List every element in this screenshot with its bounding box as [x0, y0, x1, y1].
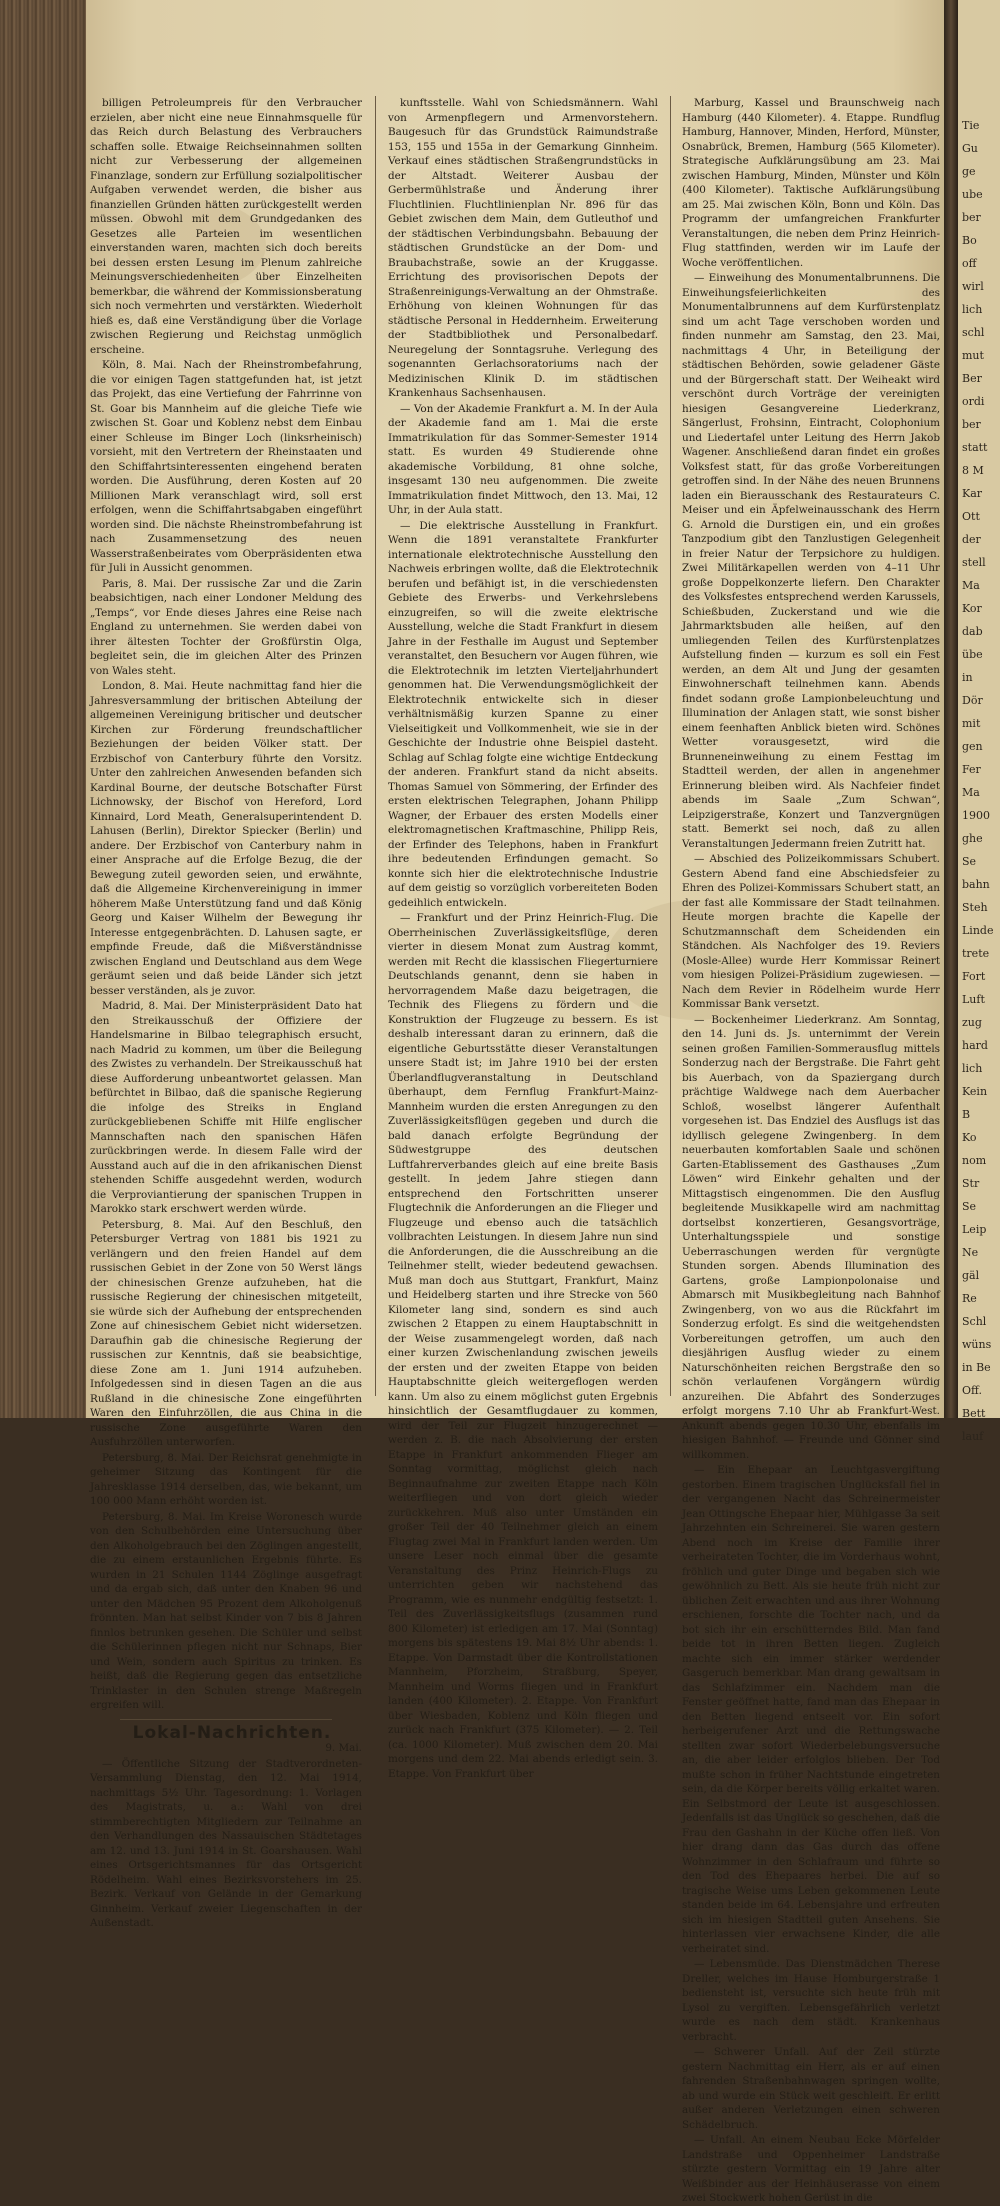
next-page-fragment: in Be	[962, 1361, 991, 1374]
next-page-fragment: Str	[962, 1177, 980, 1190]
article-paragraph: — Ein Ehepaar an Leuchtgasvergiftung gestorben. Einem tragischen Unglücksfall fiel in der vergangenen Nacht das Schreinermeister Jean Ottingsche Ehepaar hier, Mühlgasse 3a seit Jahrzehnten ein Schreinerei. Sie waren gestern Abend noch im Kreise der Familie ihrer verheirateten Tochter, die im Vorderhaus wohnt, fröhlich und guter Dinge und begaben sich wie gewöhnlich zu Bett. Als sie heute früh nicht zur üblichen Zeit erwachten und aus ihrer Wohnung erschienen, forschte die Tochter nach, und da bot sich ihr ein erschütterndes Bild. Man fand beide tot in ihren Betten liegen. Zugleich machte sich ein immer stärker werdender Gasgeruch bemerkbar. Man drang gewaltsam in das Schlafzimmer ein. Nachdem man die Fenster geöffnet hatte, fand man das Ehepaar in den Betten liegend entseelt vor. Ein sofort herbeigerufener Arzt und die Rettungswache stellten zwar sofort Wiederbelebungsversuche an, die aber leider erfolglos blieben. Der Tod mußte schon in früher Nachtstunde eingetreten sein, da die Körper bereits völlig erkaltet waren. Ein Selbstmord der Leute ist ausgeschlossen. Jedenfalls ist das Unglück so geschehen, daß die Frau den Gashahn in der Küche offen ließ. Von hier drang dann das Gas durch das offene Wohnzimmer in den Schlafraum und führte so den Tod des Ehepaares herbei. Die auf so tragische Weise ums Leben gekommenen Leute standen beide im 64. Lebensjahre und erfreuten sich im hiesigen Stadtteil guten Ansehens. Sie hinterlassen vier erwachsene Kinder, die alle verheiratet sind.	[682, 1464, 940, 1955]
section-heading: Lokal-Nachrichten.	[132, 1722, 332, 1743]
next-page-fragment: Ott	[962, 510, 980, 523]
next-page-fragment: Fort	[962, 970, 986, 983]
next-page-fragment: ordi	[962, 395, 985, 408]
next-page-fragment: Linde	[962, 924, 994, 937]
next-page-fragment: Ne	[962, 1246, 979, 1259]
next-page-fragment: ube	[962, 188, 983, 201]
column-1	[90, 96, 362, 1929]
next-page-fragment: Steh	[962, 901, 988, 914]
next-page-fragment: wüns	[962, 1338, 992, 1351]
next-page-fragment: gäl	[962, 1269, 980, 1282]
next-page-fragment: in	[962, 671, 973, 684]
article-paragraph: — Frankfurt und der Prinz Heinrich-Flug. Die Oberrheinischen Zuverlässigkeitsflüge, deren vierter in diesem Monat zum Austrag kommt, werden mit Recht die klassischen Fliegerturniere Deutschlands genannt, denn sie haben in hervorragendem Maße dazu beigetragen, die Technik des Fliegens zu fördern und die Konstruktion der Flugzeuge zu bessern. Es ist deshalb interessant daran zu erinnern, daß die eigentliche Geburtsstätte dieser Veranstaltungen unsere Stadt ist; im Jahre 1910 bei der ersten Überlandflugveranstaltung in Deutschland überhaupt, dem Fernflug Frankfurt-Mainz-Mannheim wurden die ersten Anregungen zu den Zuverlässigkeitsflügen gegeben und durch die bald danach erfolgte Begründung der Südwestgruppe des deutschen Luftfahrerverbandes gleich auf eine breite Basis gestellt. In jedem Jahre stiegen dann entsprechend den Fortschritten unserer Flugtechnik die Anforderungen an die Flieger und Flugzeuge und ebenso auch die tatsächlich vollbrachten Leistungen. In diesem Jahre nun sind die Anforderungen, die die Ausschreibung an die Teilnehmer stellt, wieder bedeutend gewachsen. Muß man doch aus Stuttgart, Frankfurt, Mainz und Heidelberg starten und ihre Strecke von 560 Kilometer lang sind, sondern es sind auch zwischen 2 Etappen zu einem Hauptabschnitt in der Weise zusammengelegt worden, daß nach einer kurzen Zwischenlandung zwischen jeweils der ersten und der zweiten Etappe von beiden Hauptabschnitte gleich weitergeflogen werden kann. Um also zu einem möglichst guten Ergebnis hinsichtlich der Gesamtflugdauer zu kommen, wird der Teil zur Flugzeit hinzugerechnet — werden z. B. die nach Absolvierung der ersten Etappe in Frankfurt ankommenden Flieger am Sonntag vormittag, möglichst gleich nach Beginnaufnahme zur zweiten Etappe nach Köln weiterfliegen und von dort gleich wieder zurückkehren. Muß also unter Umständen ein großer Teil der 40 Teilnehmer gleich an einem Flugtag zwei Mal in Frankfurt landen werden. Um unsere Leser noch einmal über die gesamte Veranstaltung des Prinz Heinrich-Flugs zu unterrichten geben wir nachstehend das Programm, wie es nunmehr endgültig festsetzt: 1. Teil des Zuverlässigkeitsflugs (zusammen rund 800 Kilometer) ist erledigen am 17. Mai (Sonntag) morgens bis spätestens 19. Mai 8½ Uhr abends: 1. Etappe. Von Darmstadt über die Kontrollstationen Mannheim, Pforzheim, Straßburg, Speyer, Mannheim und Worms fliegen und in Frankfurt landen (400 Kilometer). 2. Etappe. Von Frankfurt über Wiesbaden, Koblenz und Köln fliegen und zurück nach Frankfurt (375 Kilometer). — 2. Teil (ca. 1000 Kilometer). Muß zwischen dem 20. Mai morgens und dem 22. Mai abends erledigt sein. 3. Etappe. Von Frankfurt über	[388, 912, 658, 1780]
next-page-fragment: nom	[962, 1154, 987, 1167]
next-page-fragment: übe	[962, 648, 983, 661]
next-page-fragment: bahn	[962, 878, 990, 891]
column-2-articles	[388, 96, 658, 1781]
article-paragraph: — Lebensmüde. Das Dienstmädchen Therese Dreller, welches im Hause Homburgerstraße 1 bediensteht ist, versuchte sich heute früh mit Lysol zu vergiften. Lebensgefährlich verletzt wurde es nach dem städt. Krankenhaus verbracht.	[682, 1958, 940, 2043]
column-3-articles	[682, 96, 940, 2206]
article-paragraph: London, 8. Mai. Heute nachmittag fand hier die Jahresversammlung der britischen Abteilung der allgemeinen Vereinigung britischer und deutscher Kirchen zur Förderung freundschaftlicher Beziehungen der beiden Völker statt. Der Erzbischof von Canterbury führte den Vorsitz. Unter den zahlreichen Anwesenden befanden sich Kardinal Bourne, der deutsche Botschafter Fürst Lichnowsky, der Bischof von Hereford, Lord Kinnaird, Lord Meath, Generalsuperintendent D. Lahusen (Berlin), Direktor Spiecker (Berlin) und andere. Der Erzbischof von Canterbury nahm in einer Ansprache auf die Erfolge Bezug, die der Bewegung zuteil geworden seien, und erwähnte, daß die Allgemeine Kirchenvereinigung in immer höherem Maße Unterstützung fand und daß König Georg und Kaiser Wilhelm der Bewegung ihr Interesse entgegenbrächten. D. Lahusen sagte, er empfinde Freude, daß die Mißverständnisse zwischen England und Deutschland aus dem Wege geräumt seien und daß beide Länder sich jetzt besser verständen, als je zuvor.	[90, 680, 362, 997]
next-page-fragment: mut	[962, 349, 984, 362]
next-page-fragment: ge	[962, 165, 976, 178]
section-divider	[120, 1719, 332, 1720]
next-page-fragment: Fer	[962, 763, 981, 776]
next-page-fragment: Bo	[962, 234, 977, 247]
next-page-fragment: Kar	[962, 487, 983, 500]
next-page-fragment: Bett	[962, 1407, 986, 1420]
article-paragraph: — Unfall. An einem Neubau Ecke Mörfelder Landstraße und Oppenheimer Landstraße stürzte gestern Vormittag ein 19 Jahre alter Weißbinder aus der Heinhäuserasse von einem zwei Stockwerk hohen Gerüst in die	[682, 2134, 940, 2204]
article-paragraph: Marburg, Kassel und Braunschweig nach Hamburg (440 Kilometer). 4. Etappe. Rundflug Hamburg, Hannover, Minden, Herford, Münster, Osnabrück, Bremen, Hamburg (565 Kilometer). Strategische Aufklärungsübung am 23. Mai zwischen Hamburg, Minden, Münster und Köln (400 Kilometer). Taktische Aufklärungsübung am 25. Mai zwischen Köln, Bonn und Köln. Das Programm der umfangreichen Frankfurter Veranstaltungen, die neben dem Prinz Heinrich-Flug stattfinden, werden wir im Laufe der Woche veröffentlichen.	[682, 97, 940, 269]
column-3	[682, 96, 940, 2204]
column-1-articles	[90, 96, 362, 1713]
next-page-fragment: wirl	[962, 280, 984, 293]
next-page-fragment: Luft	[962, 993, 985, 1006]
next-page-fragment: Kein	[962, 1085, 988, 1098]
next-page-fragment: trete	[962, 947, 990, 960]
next-page-fragment: Gu	[962, 142, 978, 155]
article-paragraph: Petersburg, 8. Mai. Im Kreise Woronesch wurde von den Schulbehörden eine Untersuchung über den Alkoholgebrauch bei den Zöglingen angestellt, die zu einem erstaunlichen Ergebnis führte. Es wurden in 21 Schulen 1144 Zöglinge ausgefragt und da ergab sich, daß unter den Knaben 96 und unter den Mädchen 95 Prozent dem Alkoholgenuß frönnten. Man hat selbst Kinder von 7 bis 8 Jahren finnlos betrunken gesehen. Die Schüler und selbst die Schülerinnen pflegen nicht nur Schnaps, Bier und Wein, sondern auch Spiritus zu trinken. Es heißt, daß die Regierung gegen das entsetzliche Trinklaster in den Schulen strenge Maßregeln ergreifen will.	[90, 1510, 362, 1711]
next-page-fragment: lich	[962, 1062, 983, 1075]
article-paragraph: — Schwerer Unfall. Auf der Zeil stürzte gestern Nachmittag ein Herr, als er auf einen fahrenden Straßenbahnwagen springen wollte, ab und wurde ein Stück weit geschleift. Er erlitt außer anderen Verletzungen einen schweren Schädelbruch.	[682, 2046, 940, 2131]
next-page-fragment: mit	[962, 717, 981, 730]
column-rule	[375, 96, 376, 1396]
next-page-fragment: dab	[962, 625, 983, 638]
article-paragraph: Petersburg, 8. Mai. Auf den Beschluß, den Petersburger Vertrag von 1881 bis 1921 zu verlängern und den freien Handel auf dem russischen Gebiet in der Zone von 50 Werst längs der chinesischen Grenze aufzuheben, hat die russische Regierung der chinesischen mitgeteilt, sie würde sich der Aufhebung der entsprechenden Zone auf chinesischem Gebiet nicht widersetzen. Daraufhin gab die chinesische Regierung der russischen zur Kenntnis, daß sie beabsichtige, diese Zone am 1. Juni 1914 aufzuheben. Infolgedessen sind in diesen Tagen an die aus Rußland in die chinesische Zone eingeführten Waren den Einfuhrzöllen, die aus China in die russische Zone ausgeführte Waren den Ausfuhrzöllen unterworfen.	[90, 1218, 362, 1448]
next-page-fragment: Off.	[962, 1384, 982, 1397]
article-paragraph: kunftsstelle. Wahl von Schiedsmännern. Wahl von Armenpflegern und Armenvorstehern. Baugesuch für das Grundstück Raimundstraße 153, 155 und 155a in der Gemarkung Ginnheim. Verkauf eines städtischen Straßengrundstücks in der Altstadt. Weiterer Ausbau der Gerbermühlstraße und Änderung ihrer Fluchtlinien. Fluchtlinienplan Nr. 896 für das Gebiet zwischen dem Main, dem Gutleuthof und der städtischen Verbindungsbahn. Bebauung der städtischen Grundstücke an der Dom- und Braubachstraße, sowie an der Kruggasse. Errichtung des provisorischen Depots der Straßenreinigungs-Verwaltung an der Ohmstraße. Erhöhung von kleinen Wohnungen für das städtische Personal in Heddernheim. Erweiterung der Stadtbibliothek und Personalbedarf. Neuregelung der Sonntagsruhe. Verlegung des sogenannten Gerlachsoratoriums nach der Medizinischen Klinik D. im städtischen Krankenhaus Sachsenhausen.	[388, 97, 658, 399]
next-page-fragment: ber	[962, 418, 981, 431]
next-page-fragment: stell	[962, 556, 986, 569]
next-page-fragment: ghe	[962, 832, 983, 845]
next-page-fragment: Kor	[962, 602, 982, 615]
next-page-fragment: hard	[962, 1039, 988, 1052]
article-paragraph: — Von der Akademie Frankfurt a. M. In der Aula der Akademie fand am 1. Mai die erste Immatrikulation für das Sommer-Semester 1914 statt. Es wurden 49 Studierende ohne akademische Vorbildung, 81 ohne solche, insgesamt 130 neu aufgenommen. Die zweite Immatrikulation findet Mittwoch, den 13. Mai, 12 Uhr, in der Aula statt.	[388, 402, 658, 516]
next-page-fragment: Se	[962, 1200, 977, 1213]
next-page-fragment: Ma	[962, 786, 980, 799]
next-page-fragment: Re	[962, 1292, 977, 1305]
next-page-fragment: Ko	[962, 1131, 977, 1144]
article-paragraph: — Öffentliche Sitzung der Stadtverordneten-Versammlung Dienstag, den 12. Mai 1914, nachmittags 5½ Uhr. Tagesordnung: 1. Vorlagen des Magistrats, u. a.: Wahl von drei stimmberechtigten Mitgliedern zur Teilnahme an den Verhandlungen des Nassauischen Städtetages am 12. und 13. Juni 1914 in St. Goarshausen. Wahl eines Ortsgerichtsmannes für das Ortsgericht Rödelheim. Wahl eines Bezirksvorstehers im 25. Bezirk. Verkauf von Gelände in der Gemarkung Ginnheim. Verkauf zweier Liegenschaften in der Außenstadt.	[90, 1757, 362, 1929]
next-page-fragment: Schl	[962, 1315, 987, 1328]
article-paragraph: — Die elektrische Ausstellung in Frankfurt. Wenn die 1891 veranstaltete Frankfurter internationale elektrotechnische Ausstellung den Nachweis erbringen wollte, daß die Elektrotechnik berufen und befähigt ist, in die verschiedensten Gebiete des Erwerbs- und Verkehrslebens einzugreifen, so will die zweite elektrische Ausstellung, welche die Stadt Frankfurt in diesem Jahre in der Festhalle im August und September veranstaltet, den Besuchern vor Augen führen, wie die Elektrotechnik im letzten Vierteljahrhundert genommen hat. Die Verwendungsmöglichkeit der Elektrotechnik entwickelte sich in dieser verhältnismäßig kurzen Spanne zu einer Vielseitigkeit und Vollkommenheit, wie sie in der Geschichte der Industrie ohne Beispiel dasteht. Schlag auf Schlag folgte eine wichtige Entdeckung der anderen. Frankfurt stand da nicht abseits. Thomas Samuel von Sömmering, der Erfinder des ersten elektrischen Telegraphen, Johann Philipp Wagner, der Erbauer des ersten Modells einer elektromagnetischen Kraftmaschine, Philipp Reis, der Erfinder des Telephons, haben in Frankfurt ihre bedeutenden Erfindungen gemacht. So konnte sich hier die elektrotechnische Industrie auf dem geistig so vorzüglich vorbereiteten Boden gedeihlich entwickeln.	[388, 519, 658, 909]
article-paragraph: Madrid, 8. Mai. Der Ministerpräsident Dato hat den Streikausschuß der Offiziere der Handelsmarine in Bilbao telegraphisch ersucht, nach Madrid zu kommen, um über die Beilegung des Zwistes zu verhandeln. Der Streikausschuß hat diese Aufforderung unbeantwortet gelassen. Man befürchtet in Bilbao, daß die spanische Regierung die infolge des Streiks in England zurückgebliebenen Schiffe mit Hilfe englischer Mannschaften nach den spanischen Häfen zurückbringen werde. In diesem Falle wird der Ausstand auch auf die in den afrikanischen Dienst stehenden Schiffe ausgedehnt werden, wodurch die Verproviantierung der spanischen Truppen in Marokko stark erschwert werden würde.	[90, 1000, 362, 1215]
column-rule	[670, 96, 671, 1396]
article-paragraph: — Abschied des Polizeikommissars Schubert. Gestern Abend fand eine Abschiedsfeier zu Ehren des Polizei-Kommissars Schubert statt, an der fast alle Kommissare der Stadt teilnahmen. Heute morgen brachte die Kapelle der Schutzmannschaft dem Scheidenden ein Ständchen. Als Nachfolger des 19. Reviers (Mosle-Allee) wurde Herr Kommissar Reinert vom hiesigen Polizei-Präsidium zugewiesen. — Nach dem Revier in Rödelheim wurde Herr Kommissar Bank versetzt.	[682, 853, 940, 1010]
next-page-fragment: Se	[962, 855, 977, 868]
next-page-fragment: schl	[962, 326, 985, 339]
next-page-fragment: B	[962, 1108, 971, 1121]
article-paragraph: — Bockenheimer Liederkranz. Am Sonntag, den 14. Juni ds. Js. unternimmt der Verein seinen großen Familien-Sommerausflug mittels Sonderzug nach der Bergstraße. Die Fahrt geht bis Auerbach, von da Spaziergang durch prächtige Waldwege nach dem Auerbacher Schloß, woselbst längerer Aufenthalt vorgesehen ist. Das Endziel des Ausflugs ist das idyllisch gelegene Zwingenberg. In dem neuerbauten komfortablen Saale und schönen Garten-Etablissement des Gasthauses „Zum Löwen“ wird Einkehr gehalten und der Mittagstisch eingenommen. Die den Ausflug begleitende Musikkapelle wird am nachmittag dortselbst konzertieren, Gesangsvorträge, Unterhaltungsspiele und sonstige Ueberraschungen werden für vergnügte Stunden sorgen. Abends Illumination des Gartens, große Lampionpolonaise und Abmarsch mit Musikbegleitung nach Bahnhof Zwingenberg, von wo aus die Rückfahrt im Sonderzug erfolgt. Es sind die weitgehendsten Vorbereitungen getroffen, um auch den diesjährigen Ausflug wieder zu einem Naturschönheiten reichen Bergstraße den so schön verlaufenen Vorgängern würdig anzureihen. Die Abfahrt des Sonderzuges erfolgt morgens 7.10 Uhr ab Frankfurt-West. Ankunft abends gegen 10.30 Uhr, ebenfalls im hiesigen Bahnhof. — Freunde und Gönner sind willkommen.	[682, 1013, 940, 1461]
next-page-fragment: Leip	[962, 1223, 987, 1236]
section-date: 9. Mai.	[325, 1742, 362, 1754]
article-paragraph: Paris, 8. Mai. Der russische Zar und die Zarin beabsichtigen, nach einer Londoner Meldung des „Temps“, vor Ende dieses Jahres eine Reise nach England zu unternehmen. Sie werden dabei von ihrer ältesten Tochter der Großfürstin Olga, begleitet sein, die im gleichen Alter des Prinzen von Wales steht.	[90, 577, 362, 677]
page-gutter	[944, 0, 958, 1418]
column-2	[388, 96, 658, 1780]
next-page-fragment: Dör	[962, 694, 983, 707]
next-page-fragment: 1900	[962, 809, 990, 822]
next-page-fragment: Tie	[962, 119, 980, 132]
newspaper-page	[86, 0, 944, 2204]
next-page-fragment: gen	[962, 740, 983, 753]
lokal-articles	[90, 1757, 362, 1931]
next-page-fragment: Ber	[962, 372, 982, 385]
next-page-fragment: 8 M	[962, 464, 984, 477]
book-spine	[0, 0, 86, 1418]
next-page-fragment: lich	[962, 303, 983, 316]
article-paragraph: Köln, 8. Mai. Nach der Rheinstrombefahrung, die vor einigen Tagen stattgefunden hat, ist jetzt das Projekt, das eine Vertiefung der Fahrrinne von St. Goar bis Mannheim auf die gleiche Tiefe wie zwischen St. Goar und Koblenz nebst dem Einbau einer Schleuse im Binger Loch (linksrheinisch) vorsieht, mit den Vertretern der Rheinstaaten und den Schiffahrtsinteressenten eingehend beraten worden. Die Ausführung, deren Kosten auf 20 Millionen Mark veranschlagt wird, soll erst erfolgen, wenn die Schiffahrtsabgaben eingeführt worden sind. Die nächste Rheinstrombefahrung ist nach Zusammensetzung des neuen Wasserstraßenbeirates vom Oberpräsidenten etwa für Juli in Aussicht genommen.	[90, 359, 362, 574]
next-page-fragment: Ma	[962, 579, 980, 592]
next-page-fragment: off	[962, 257, 977, 270]
next-page-fragment: statt	[962, 441, 988, 454]
next-page-fragment: zug	[962, 1016, 982, 1029]
next-page-fragment: der	[962, 533, 981, 546]
article-paragraph: — Einweihung des Monumentalbrunnens. Die Einweihungsfeierlichkeiten des Monumentalbrunnens auf dem Kurfürstenplatz sind um acht Tage verschoben worden und finden nunmehr am Samstag, den 23. Mai, nachmittags 4 Uhr, in Beteiligung der städtischen Behörden, sowie geladener Gäste und der Bürgerschaft statt. Der Weiheakt wird verschönt durch Vorträge der vereinigten hiesigen Gesangvereine Liederkranz, Sängerlust, Frohsinn, Eintracht, Colophonium und Liedertafel unter Leitung des Herrn Jakob Wagener. Anschließend daran findet ein großes Volksfest statt, für das große Vorbereitungen getroffen sind. In der Nähe des neuen Brunnens laden ein Bierausschank des Restaurateurs C. Meiser und ein Äpfelweinausschank des Herrn G. Arnold die Durstigen ein, und ein großes Tanzpodium gibt den Tanzlustigen Gelegenheit in freier Natur der Terpsichore zu huldigen. Zwei Militärkapellen werden von 4–11 Uhr große Doppelkonzerte liefern. Den Charakter des Volksfestes entsprechend werden Karussels, Schießbuden, Zuckerstand und wie die Jahrmarktsbuden alle heißen, auf den umliegenden Teilen des Kurfürstenplatzes Aufstellung finden — kurzum es soll ein Fest werden, an dem Alt und Jung der gesamten Einwohnerschaft teilnehmen kann. Abends findet sodann große Lampionbeleuchtung und Illumination der Anlagen statt, wie sonst bisher einem feenhaften Anblick bieten wird. Schönes Wetter vorausgesetzt, wird die Brunneneinweihung zu einem Festtag im Stadtteil werden, der allen in angenehmer Erinnerung bleiben wird. Als Nachfeier findet abends im Saale „Zum Schwan“, Leipzigerstraße, Konzert und Tanzvergnügen statt. Bemerkt sei noch, daß zu allen Veranstaltungen Jedermann freien Zutritt hat.	[682, 272, 940, 850]
article-paragraph: billigen Petroleumpreis für den Verbraucher erzielen, aber nicht eine neue Einnahmsquelle für das Reich durch Belastung des Verbrauchers schaffen solle. Etwaige Reichseinnahmen sollten nicht zur Verbesserung der allgemeinen Finanzlage, sondern zur Erfüllung sozialpolitischer Aufgaben verwendet werden, die bisher aus finanziellen Gründen hätten zurückgestellt werden müssen. Obwohl mit dem Grundgedanken des Gesetzes alle Parteien im wesentlichen einverstanden waren, machten sich doch bereits bei dessen ersten Lesung im Plenum zahlreiche Meinungsverschiedenheiten über Einzelheiten bemerkbar, die während der Kommissionsberatung sich noch vermehrten und verstärkten. Wiederholt hieß es, daß eine Verständigung über die Vorlage zwischen Regierung und Reichstag unmöglich erscheine.	[90, 97, 362, 356]
next-page-edge	[958, 0, 1000, 1443]
next-page-fragment: lauf	[962, 1430, 984, 1443]
next-page-fragment: ber	[962, 211, 981, 224]
article-paragraph: Petersburg, 8. Mai. Der Reichsrat genehmigte in geheimer Sitzung das Kontingent für die Jahresklasse 1914 derselben, das, wie bekannt, um 100 000 Mann erhöht worden ist.	[90, 1451, 362, 1507]
